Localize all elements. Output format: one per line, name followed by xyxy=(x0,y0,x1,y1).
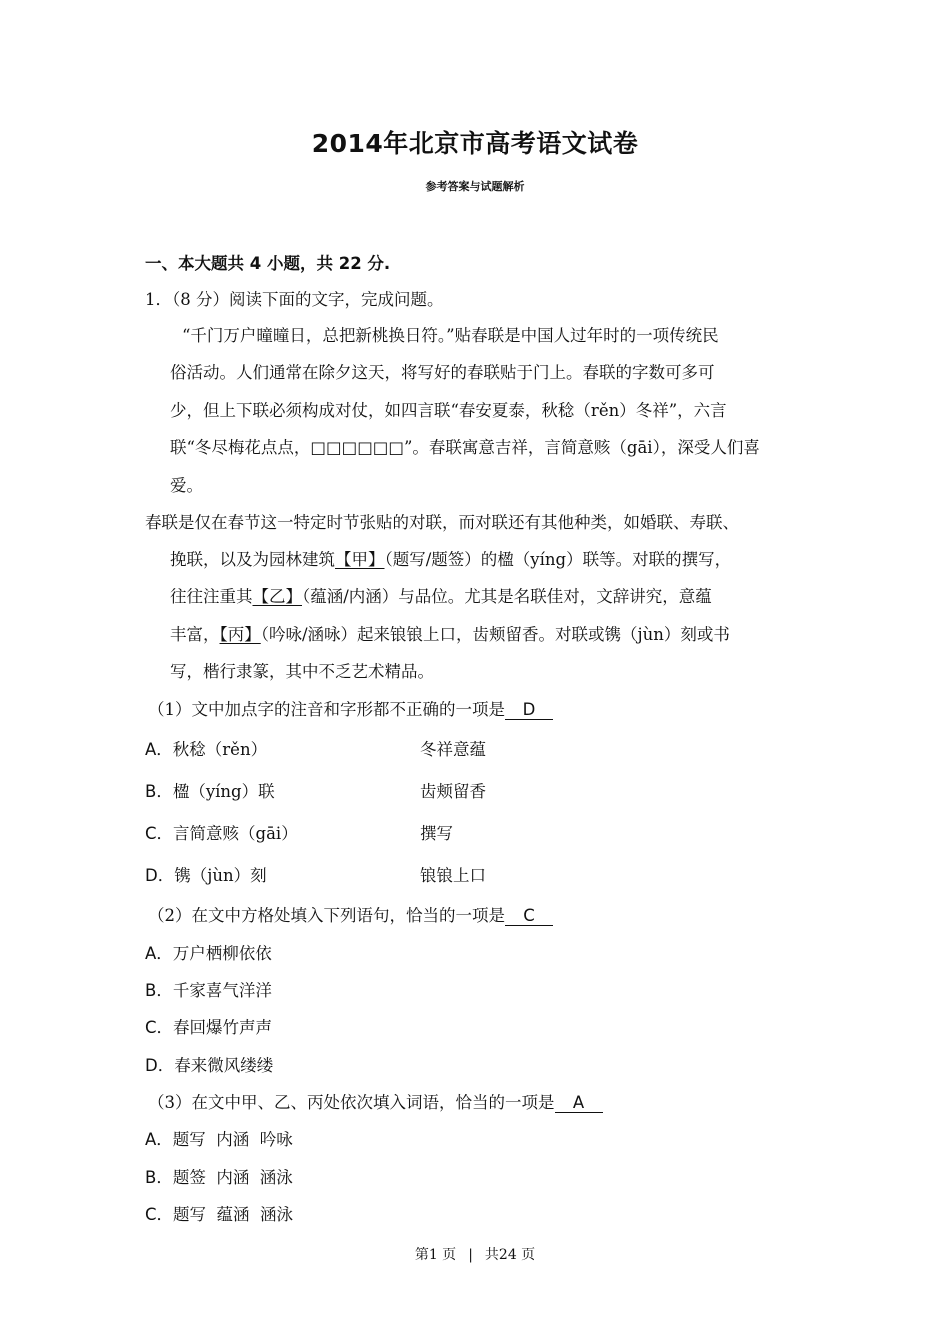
option-label: A． xyxy=(145,944,173,963)
passage-line: 联“冬尽梅花点点，□□□□□□”。春联寓意吉祥，言简意赅（gāi），深受人们喜 xyxy=(170,438,760,457)
option-text: 撰写 xyxy=(420,824,453,843)
passage-text: （吟咏/涵咏）起来锒锒上口，齿颊留香。对联或镌（jùn）刻或书 xyxy=(260,625,730,644)
option-text: 楹（yíng）联 xyxy=(172,782,275,801)
answer-blank: D xyxy=(505,701,553,720)
option-label: A． xyxy=(145,740,173,759)
question-1-header: 1．（8 分）阅读下面的文字，完成问题。 xyxy=(145,290,444,309)
page-number: 第1 页 xyxy=(414,1247,457,1263)
option-text: 题写 蕴涵 涵泳 xyxy=(173,1205,294,1224)
option-text: 齿颊留香 xyxy=(420,782,486,801)
option-text: 千家喜气洋洋 xyxy=(172,981,272,1000)
passage-line: 俗活动。人们通常在除夕这天，将写好的春联贴于门上。春联的字数可多可 xyxy=(170,363,715,382)
option-item xyxy=(145,1052,273,1076)
option-item xyxy=(145,977,272,1001)
option-text: 镌（jùn）刻 xyxy=(174,866,267,885)
option-item xyxy=(145,862,267,886)
option-label: B． xyxy=(145,1168,173,1187)
answer-blank: C xyxy=(505,907,553,926)
blank-marker-jia: 【甲】 xyxy=(335,550,385,569)
passage-line: 写，楷行隶篆，其中不乏艺术精品。 xyxy=(170,662,434,681)
option-text: 题签 内涵 涵泳 xyxy=(172,1168,293,1187)
passage-line xyxy=(170,621,730,645)
passage-line: “千门万户曈曈日，总把新桃换日符。”贴春联是中国人过年时的一项传统民 xyxy=(182,326,719,345)
option-text: 万户栖柳依依 xyxy=(172,944,272,963)
passage-line: 春联是仅在春节这一特定时节张贴的对联，而对联还有其他种类，如婚联、寿联、 xyxy=(145,513,739,532)
section-heading: 一、本大题共 4 小题，共 22 分. xyxy=(145,254,391,273)
passage-text: 挽联，以及为园林建筑 xyxy=(170,550,335,569)
option-label: C． xyxy=(145,1018,174,1037)
sub-question-3 xyxy=(148,1089,603,1113)
option-label: D． xyxy=(145,866,175,885)
option-item xyxy=(145,1126,293,1150)
sub-question-2 xyxy=(148,902,553,926)
passage-line: 爱。 xyxy=(170,476,203,495)
option-text: 题写 内涵 吟咏 xyxy=(172,1130,293,1149)
option-text: 秋稔（rěn） xyxy=(172,740,268,759)
option-label: B． xyxy=(145,981,173,1000)
option-item xyxy=(145,1164,293,1188)
option-item xyxy=(145,820,298,844)
passage-text: （题写/题签）的楹（yíng）联等。对联的撰写， xyxy=(384,550,732,569)
option-label: B． xyxy=(145,782,173,801)
option-label: A． xyxy=(145,1130,173,1149)
option-item xyxy=(145,736,267,760)
option-label: D． xyxy=(145,1056,175,1075)
page-footer xyxy=(0,1244,950,1264)
passage-line xyxy=(170,583,712,607)
page-total: 共24 页 xyxy=(484,1247,536,1263)
passage-line xyxy=(170,546,731,570)
passage-text: 丰富， xyxy=(170,625,220,644)
option-label: C． xyxy=(145,824,174,843)
option-item xyxy=(145,1014,272,1038)
option-item xyxy=(145,1201,293,1225)
sub-question-1 xyxy=(148,696,553,720)
blank-marker-bing: 【丙】 xyxy=(219,625,261,644)
option-item xyxy=(145,778,275,802)
answer-blank: A xyxy=(555,1094,603,1113)
passage-text: （蕴涵/内涵）与品位。尤其是名联佳对，文辞讲究，意蕴 xyxy=(302,587,712,606)
option-label: C． xyxy=(145,1205,174,1224)
blank-marker-yi: 【乙】 xyxy=(252,587,302,606)
option-text: 锒锒上口 xyxy=(420,866,486,885)
question-stem: （3）在文中甲、乙、丙处依次填入词语，恰当的一项是 xyxy=(148,1093,555,1112)
question-stem: （1）文中加点字的注音和字形都不正确的一项是 xyxy=(148,700,505,719)
option-text: 冬祥意蕴 xyxy=(420,740,486,759)
passage-text: 往往注重其 xyxy=(170,587,253,606)
page-subtitle: 参考答案与试题解析 xyxy=(425,180,525,193)
option-text: 言简意赅（gāi） xyxy=(173,824,298,843)
option-text: 春回爆竹声声 xyxy=(173,1018,273,1037)
question-stem: （2）在文中方格处填入下列语句，恰当的一项是 xyxy=(148,906,505,925)
page-title: 2014年北京市高考语文试卷 xyxy=(311,129,639,158)
footer-separator: | xyxy=(468,1247,473,1263)
option-item xyxy=(145,940,272,964)
option-text: 春来微风缕缕 xyxy=(174,1056,274,1075)
passage-line: 少，但上下联必须构成对仗，如四言联“春安夏泰，秋稔（rěn）冬祥”，六言 xyxy=(170,401,727,420)
